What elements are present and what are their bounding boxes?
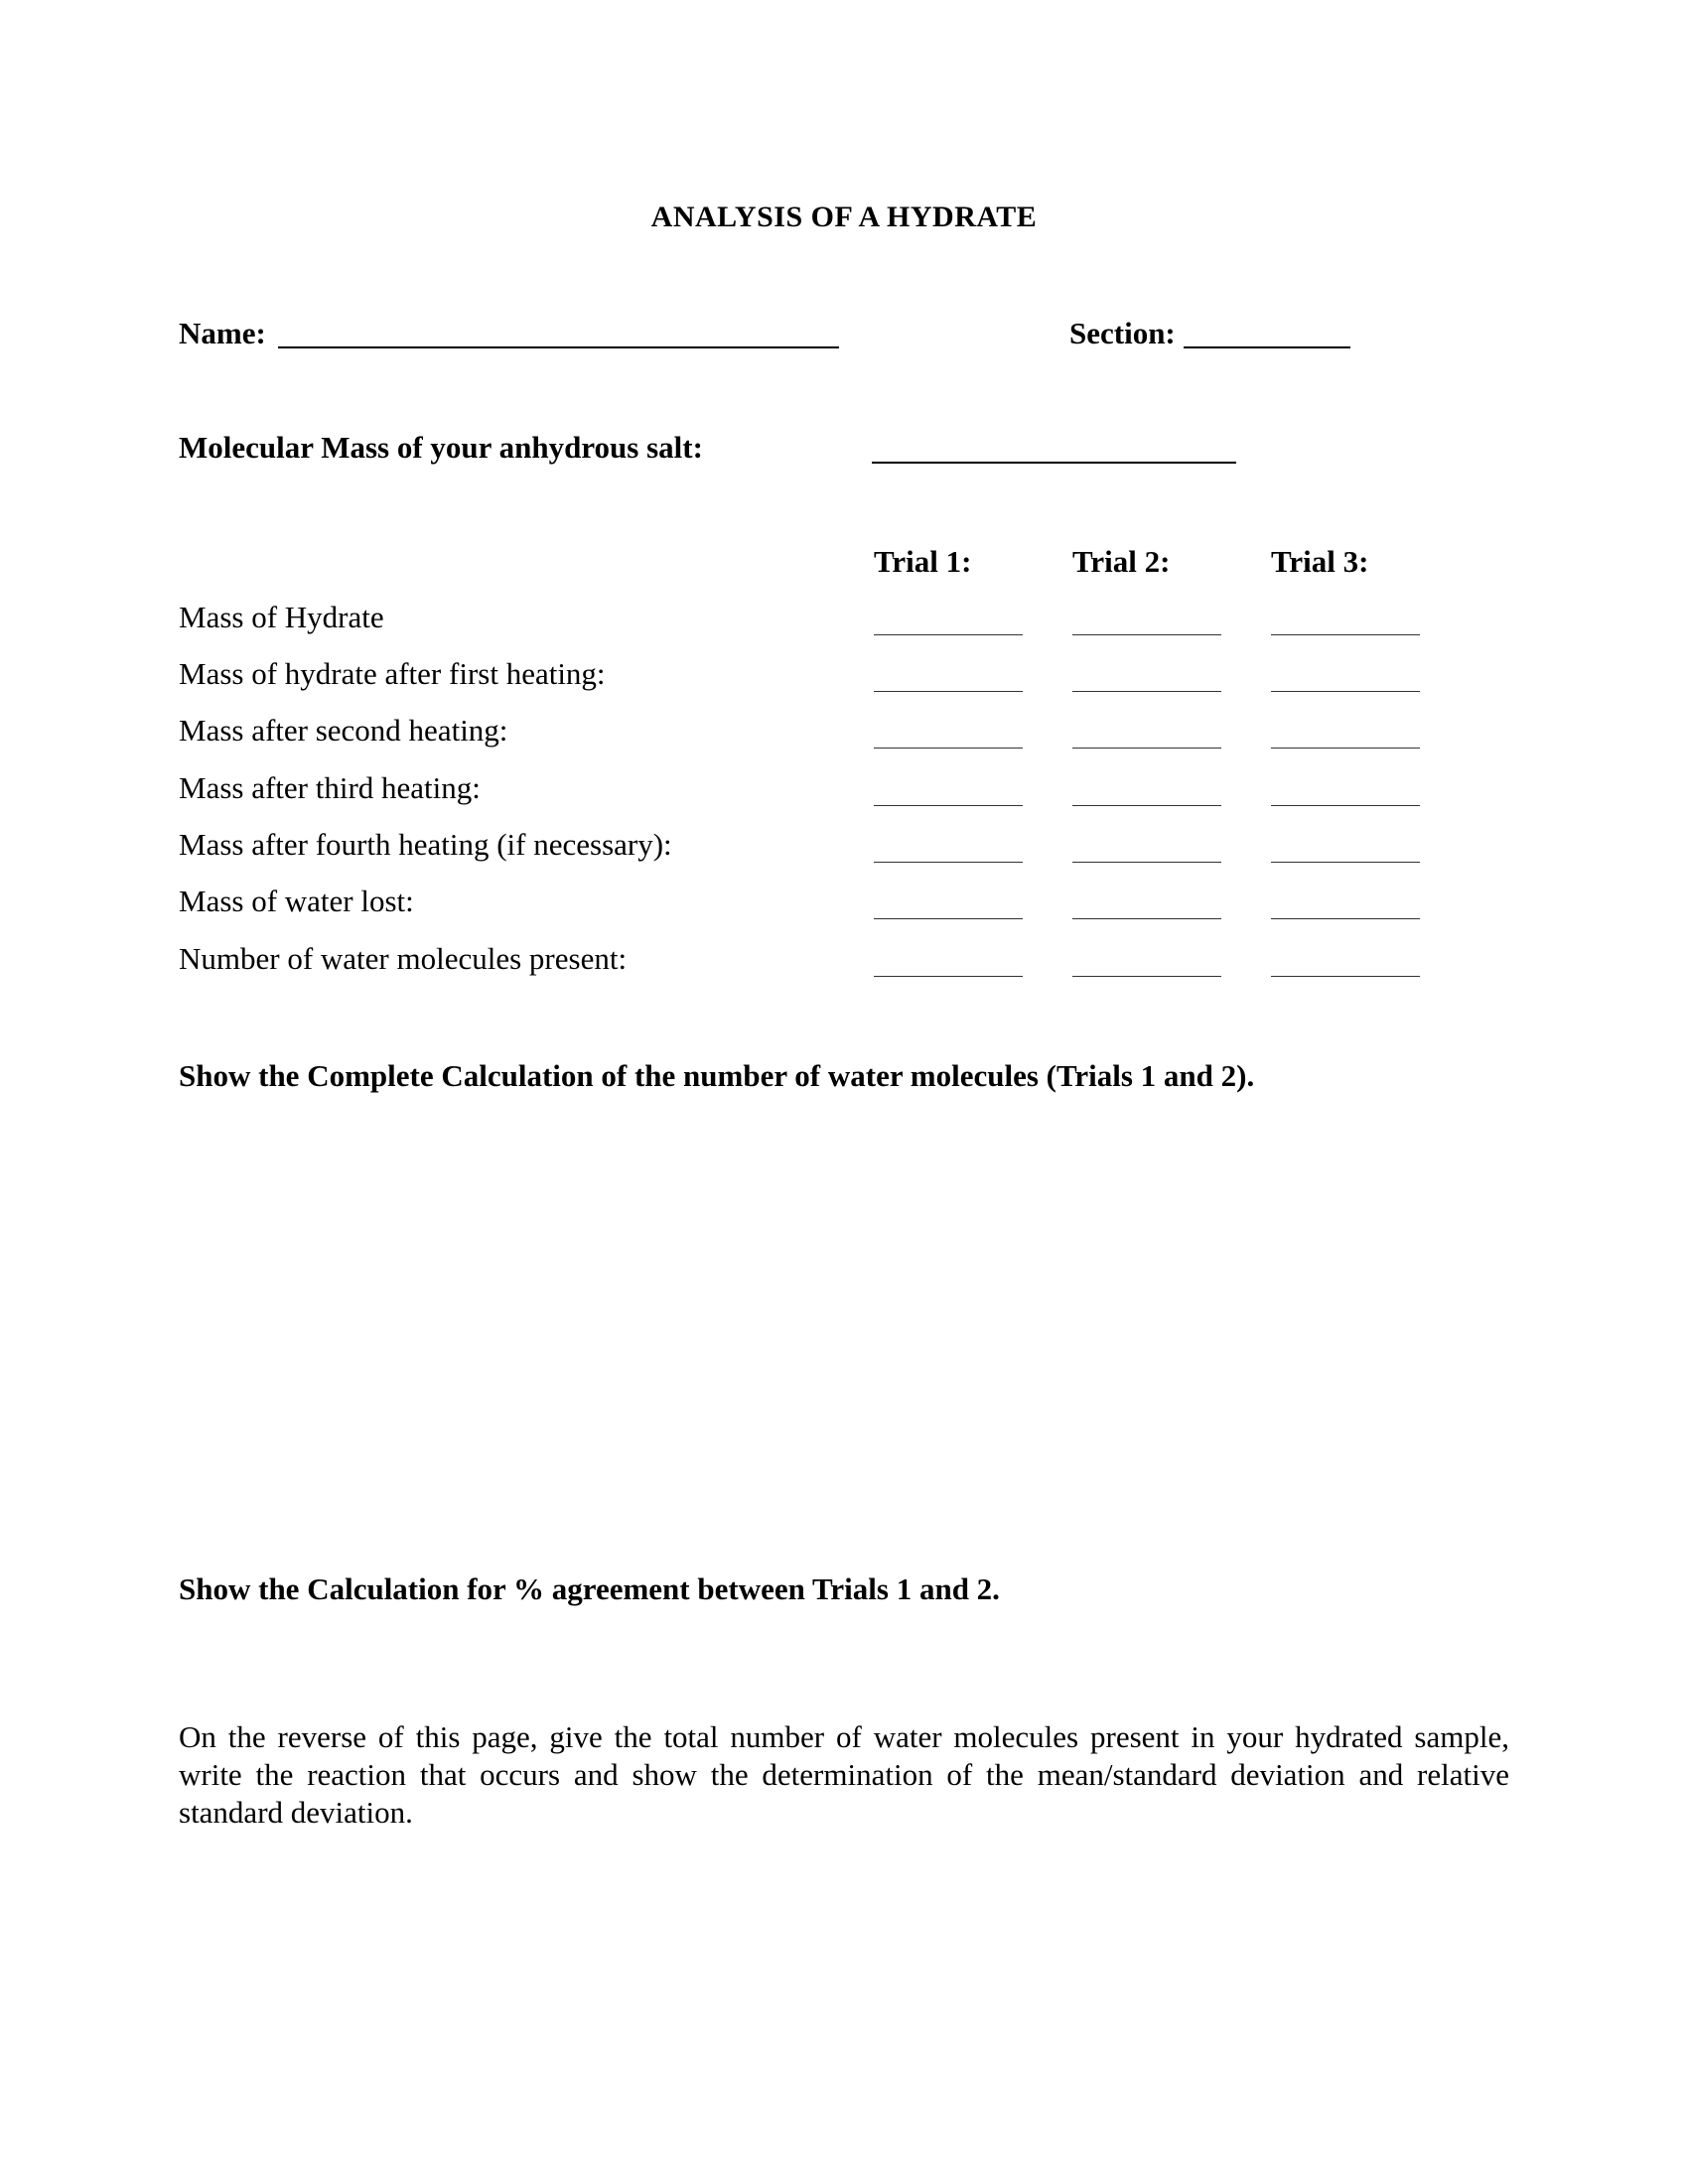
- row-7-trial-1-line[interactable]: [874, 976, 1023, 977]
- row-1-trial-2-line[interactable]: [1072, 634, 1221, 635]
- trial-3-header: Trial 3:: [1271, 544, 1369, 579]
- page-title: ANALYSIS OF A HYDRATE: [650, 201, 1038, 233]
- calc-water-heading: Show the Complete Calculation of the number of water molecules (Trials 1 and 2).: [179, 1058, 1255, 1093]
- trial-2-header: Trial 2:: [1072, 544, 1171, 579]
- row-7-trial-2-line[interactable]: [1072, 976, 1221, 977]
- row-3-trial-2-line[interactable]: [1072, 748, 1221, 749]
- row-1-trial-1-line[interactable]: [874, 634, 1023, 635]
- row-4-trial-2-line[interactable]: [1072, 805, 1221, 806]
- row-label-water-lost: Mass of water lost:: [179, 884, 414, 918]
- row-5-trial-1-line[interactable]: [874, 862, 1023, 863]
- calc-agreement-heading: Show the Calculation for % agreement between Trials 1 and 2.: [179, 1571, 1000, 1606]
- name-field-line[interactable]: [278, 346, 839, 348]
- row-label-second-heating: Mass after second heating:: [179, 713, 508, 748]
- row-6-trial-2-line[interactable]: [1072, 918, 1221, 919]
- reverse-instructions: On the reverse of this page, give the total number of water molecules present in your hydrated sample, write the reaction that occurs and show the determination of the mean/standard deviation and relative standard deviation.: [179, 1719, 1509, 1830]
- row-3-trial-3-line[interactable]: [1271, 748, 1420, 749]
- section-label: Section:: [1069, 316, 1176, 350]
- row-label-water-molecules: Number of water molecules present:: [179, 941, 628, 976]
- row-2-trial-2-line[interactable]: [1072, 691, 1221, 692]
- row-1-trial-3-line[interactable]: [1271, 634, 1420, 635]
- row-7-trial-3-line[interactable]: [1271, 976, 1420, 977]
- section-field-line[interactable]: [1184, 346, 1350, 348]
- row-2-trial-3-line[interactable]: [1271, 691, 1420, 692]
- row-6-trial-3-line[interactable]: [1271, 918, 1420, 919]
- row-2-trial-1-line[interactable]: [874, 691, 1023, 692]
- row-5-trial-2-line[interactable]: [1072, 862, 1221, 863]
- row-label-third-heating: Mass after third heating:: [179, 770, 481, 805]
- row-4-trial-3-line[interactable]: [1271, 805, 1420, 806]
- row-3-trial-1-line[interactable]: [874, 748, 1023, 749]
- row-6-trial-1-line[interactable]: [874, 918, 1023, 919]
- row-5-trial-3-line[interactable]: [1271, 862, 1420, 863]
- row-label-fourth-heating: Mass after fourth heating (if necessary):: [179, 827, 672, 862]
- trial-1-header: Trial 1:: [874, 544, 972, 579]
- row-label-mass-of-hydrate: Mass of Hydrate: [179, 600, 384, 634]
- name-label: Name:: [179, 316, 266, 350]
- row-4-trial-1-line[interactable]: [874, 805, 1023, 806]
- molecular-mass-field-line[interactable]: [872, 462, 1236, 464]
- molecular-mass-label: Molecular Mass of your anhydrous salt:: [179, 430, 703, 465]
- row-label-first-heating: Mass of hydrate after first heating:: [179, 656, 606, 691]
